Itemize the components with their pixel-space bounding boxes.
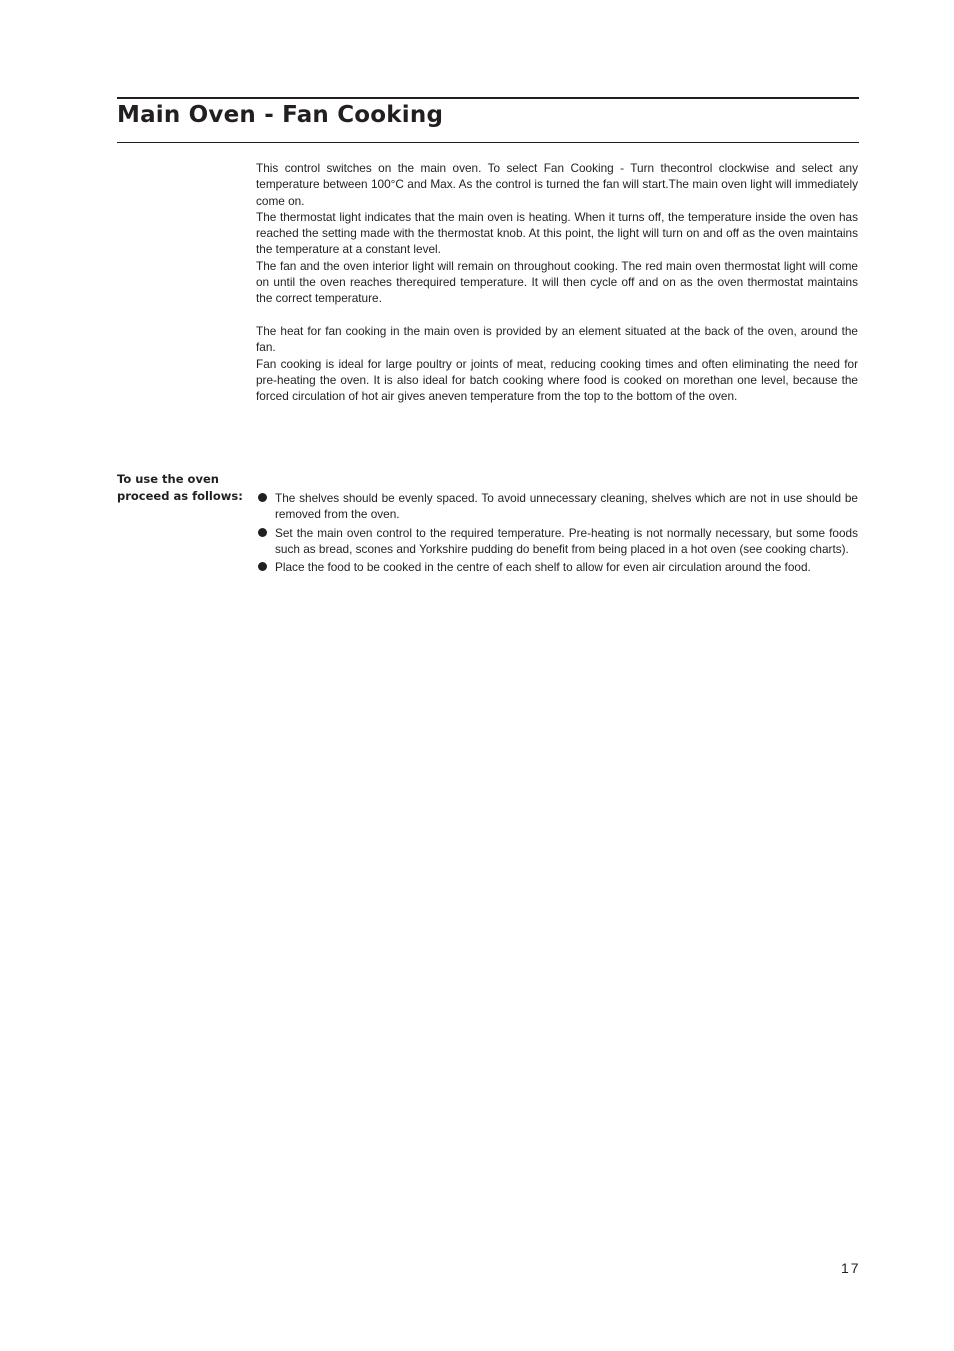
side-label-line-2: proceed as follows:	[117, 489, 243, 503]
instruction-item	[256, 525, 858, 558]
side-label-line-1: To use the oven	[117, 472, 219, 486]
instruction-text: The shelves should be evenly spaced. To avoid unnecessary cleaning, shelves which are not in use should be removed from the oven.	[275, 491, 858, 522]
instruction-text: Set the main oven control to the required temperature. Pre-heating is not normally necessary, but some foods such as bread, scones and Yorkshire pudding do benefit from being placed in a hot oven (see cooking charts).	[275, 525, 858, 556]
intro-paragraph-1: This control switches on the main oven. To select Fan Cooking - Turn thecontrol clockwise and select any temperature between 100°C and Max. As the control is turned the fan will start.The main oven light will immediately come on.	[256, 161, 858, 208]
intro-paragraph-4: The heat for fan cooking in the main oven is provided by an element situated at the back of the oven, around the fan.	[256, 323, 858, 355]
instruction-item	[256, 559, 858, 575]
page-number: 17	[841, 1260, 861, 1276]
title-top-rule	[117, 97, 859, 99]
instruction-text: Place the food to be cooked in the centre of each shelf to allow for even air circulation around the food.	[275, 560, 811, 575]
intro-paragraph-5: Fan cooking is ideal for large poultry or joints of meat, reducing cooking times and often eliminating the need for pre-heating the oven. It is also ideal for batch cooking where food is cooked on morethan one level, because the forced circulation of hot air gives aneven temperature from the top to the bottom of the oven.	[256, 356, 858, 404]
instruction-list	[256, 490, 858, 577]
instruction-item	[256, 490, 858, 523]
instructions-side-label	[117, 471, 257, 505]
title-bottom-rule	[117, 142, 859, 143]
bullet-icon	[258, 493, 267, 502]
page-title: Main Oven - Fan Cooking	[117, 102, 444, 128]
paragraph-spacer	[256, 307, 858, 323]
intro-paragraph-3: The fan and the oven interior light will remain on throughout cooking. The red main oven thermostat light will come on until the oven reaches therequired temperature. It will then cycle off and on as the oven thermostat maintains the correct temperature.	[256, 258, 858, 306]
intro-paragraph-2: The thermostat light indicates that the main oven is heating. When it turns off, the temperature inside the oven has reached the setting made with the thermostat knob. At this point, the light will turn on and off as the oven maintains the temperature at a constant level.	[256, 209, 858, 257]
bullet-icon	[258, 562, 267, 571]
intro-text	[256, 160, 858, 404]
bullet-icon	[258, 528, 267, 537]
